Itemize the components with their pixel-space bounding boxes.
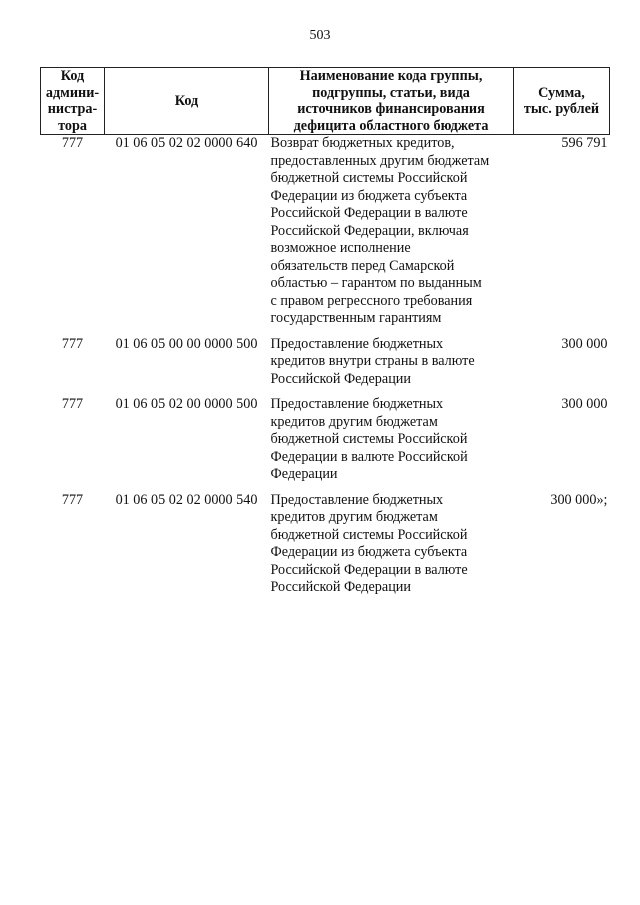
name-line: государственным гарантиям — [270, 310, 442, 326]
header-name-line: дефицита областного бюджета — [293, 117, 489, 134]
header-sum-line: Сумма, — [538, 84, 585, 101]
table-row — [41, 388, 610, 484]
header-sum-line: тыс. рублей — [523, 101, 600, 117]
header-code: Код — [105, 68, 269, 135]
code-cell: 01 06 05 02 00 0000 500 — [115, 396, 258, 412]
header-name-line: подгруппы, статьи, вида — [312, 84, 470, 101]
table-row — [41, 328, 610, 389]
name-line: областью – гарантом по выданным — [270, 275, 482, 291]
name-line: бюджетной системы Российской — [270, 170, 468, 186]
admin-code-cell: 777 — [61, 396, 84, 412]
sum-cell: 300 000»; — [550, 491, 608, 508]
name-line: кредитов внутри страны в валюте — [270, 353, 475, 369]
name-line: Возврат бюджетных кредитов, — [270, 135, 455, 151]
name-line: Российской Федерации в валюте — [270, 561, 468, 578]
name-line: Российской Федерации — [270, 370, 411, 387]
name-line: бюджетной системы Российской — [270, 431, 468, 447]
admin-code-cell: 777 — [61, 491, 84, 508]
page-number: 503 — [309, 28, 331, 43]
name-line: предоставленных другим бюджетам — [270, 152, 490, 169]
sum-cell: 300 000 — [561, 396, 608, 412]
admin-code-cell: 777 — [61, 135, 84, 151]
name-line: Предоставление бюджетных — [270, 491, 444, 508]
name-line: обязательств перед Самарской — [270, 257, 455, 274]
header-admin-line: тора — [58, 117, 87, 134]
header-admin-code — [41, 68, 105, 135]
name-line: Российской Федерации — [270, 579, 411, 595]
admin-code-cell: 777 — [61, 335, 84, 352]
name-line: Российской Федерации, включая — [270, 222, 469, 239]
name-line: Федерации в валюте Российской — [270, 448, 468, 465]
table-row — [41, 135, 610, 328]
header-admin-line: Код — [60, 68, 85, 84]
name-line: кредитов другим бюджетам — [270, 413, 438, 430]
header-name-line: источников финансирования — [297, 101, 485, 117]
name-line: бюджетной системы Российской — [270, 526, 468, 543]
name-cell — [269, 328, 514, 389]
budget-sources-table — [40, 67, 610, 597]
name-cell — [269, 484, 514, 597]
name-line: Предоставление бюджетных — [270, 335, 444, 352]
name-cell — [269, 135, 514, 328]
table-row — [41, 484, 610, 597]
code-cell: 01 06 05 00 00 0000 500 — [115, 335, 258, 352]
name-line: Федерации из бюджета субъекта — [270, 187, 468, 204]
name-line: возможное исполнение — [270, 240, 411, 256]
name-line: Федерации из бюджета субъекта — [270, 544, 468, 560]
name-line: Федерации — [270, 466, 338, 482]
name-line: Предоставление бюджетных — [270, 396, 444, 412]
header-admin-line: нистра- — [47, 101, 98, 117]
table-header-row — [41, 68, 610, 135]
name-line: кредитов другим бюджетам — [270, 509, 438, 525]
code-cell: 01 06 05 02 02 0000 640 — [115, 135, 258, 151]
header-name-line: Наименование кода группы, — [299, 68, 483, 84]
name-cell — [269, 388, 514, 484]
sum-cell: 596 791 — [561, 135, 608, 151]
header-admin-line: админи- — [45, 84, 100, 101]
header-name — [269, 68, 514, 135]
sum-cell: 300 000 — [561, 335, 608, 352]
name-line: с правом регрессного требования — [270, 292, 473, 309]
header-sum — [514, 68, 610, 135]
name-line: Российской Федерации в валюте — [270, 205, 468, 221]
code-cell: 01 06 05 02 02 0000 540 — [115, 491, 258, 508]
